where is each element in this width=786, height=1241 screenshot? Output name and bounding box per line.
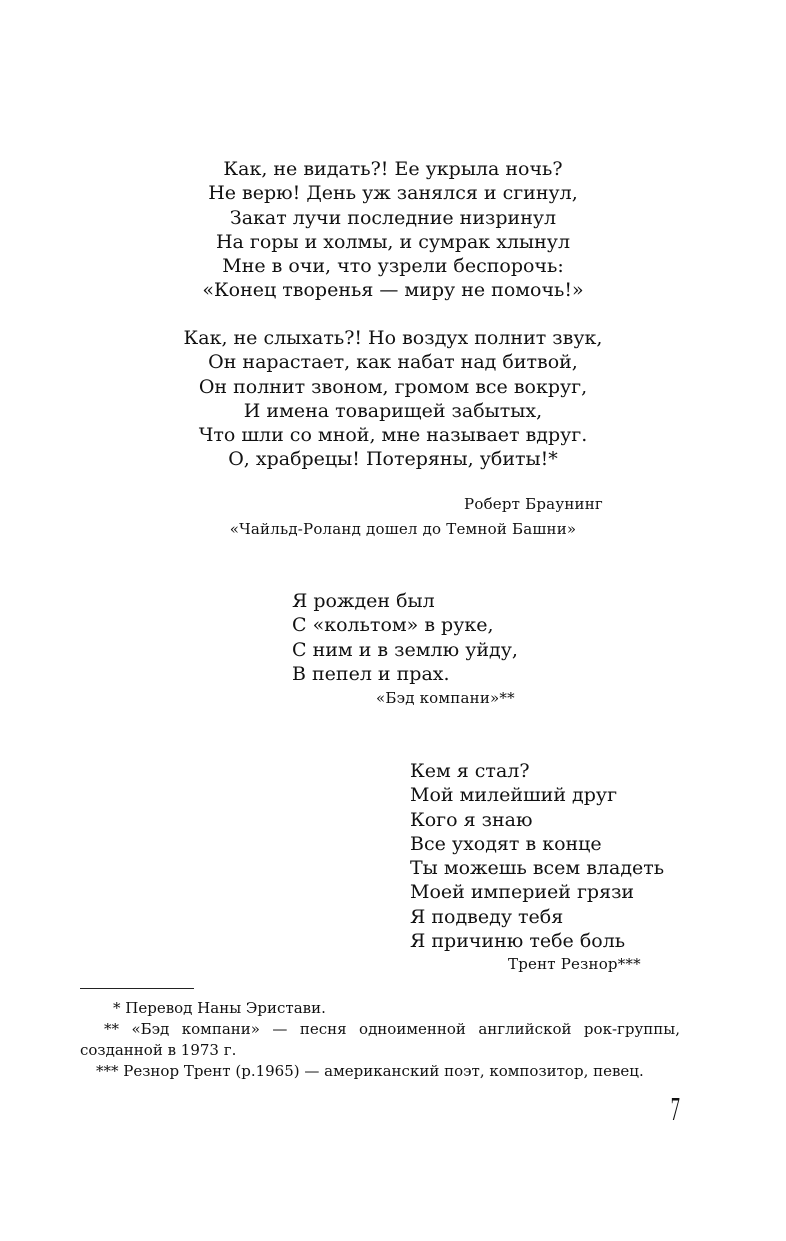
footnote-1: * Перевод Наны Эристави. [113, 999, 326, 1017]
lyric-line: Кого я знаю [410, 808, 533, 831]
lyric-line: С «кольтом» в руке, [292, 614, 494, 637]
lyric-line: Я рожден был [292, 590, 435, 612]
lyric-line: В пепел и прах. [292, 662, 450, 685]
lyric-line: Все уходят в конце [410, 832, 602, 855]
poem-line: Что шли со мной, мне называет вдруг. [198, 424, 588, 447]
browning-stanza-1 [0, 157, 786, 303]
bad-company-attribution: «Бэд компани»** [376, 689, 515, 707]
browning-work-title: «Чайльд-Роланд дошел до Темной Башни» [229, 520, 577, 538]
poem-line: Как, не видать?! Ее укрыла ночь? [223, 158, 563, 180]
poem-line: О, храбрецы! Потеряны, убиты!* [228, 448, 558, 471]
poem-line: Закат лучи последние низринул [229, 206, 557, 229]
lyric-line: Я причиню тебе боль [410, 930, 626, 953]
poem-line: Не верю! День уж занялся и сгинул, [208, 182, 578, 205]
footnote-2: ** «Бэд компани» — песня одноименной английской рок-группы, созданной в 1973 г. [80, 1020, 680, 1059]
reznor-attribution: Трент Резнор*** [508, 955, 641, 973]
poem-line: Как, не слыхать?! Но воздух полнит звук, [183, 327, 603, 349]
poem-line: «Конец творенья — миру не помочь!» [202, 279, 584, 302]
bad-company-lyrics [292, 589, 518, 686]
footnote-divider [80, 988, 194, 989]
lyric-line: Я подведу тебя [410, 905, 564, 928]
reznor-lyrics [410, 759, 664, 953]
footnote-3: *** Резнор Трент (р.1965) — американский поэт, композитор, певец. [96, 1062, 644, 1080]
poem-line: На горы и холмы, и сумрак хлынул [215, 230, 571, 253]
poem-line: Мне в очи, что узрели беспорочь: [222, 255, 564, 278]
lyric-line: Мой милейший друг [410, 784, 618, 807]
footnotes [80, 998, 680, 1082]
poem-line: Он полнит звоном, громом все вокруг, [198, 375, 588, 398]
browning-author: Роберт Браунинг [464, 495, 603, 513]
poem-line: Он нарастает, как набат над битвой, [208, 351, 578, 374]
browning-stanza-2 [0, 326, 786, 472]
lyric-line: Моей империей грязи [410, 881, 635, 904]
poem-line: И имена товарищей забытых, [243, 399, 543, 422]
page-number: 7 [670, 1091, 680, 1128]
lyric-line: Кем я стал? [410, 760, 530, 782]
lyric-line: Ты можешь всем владеть [410, 857, 665, 880]
lyric-line: С ним и в землю уйду, [292, 638, 518, 661]
